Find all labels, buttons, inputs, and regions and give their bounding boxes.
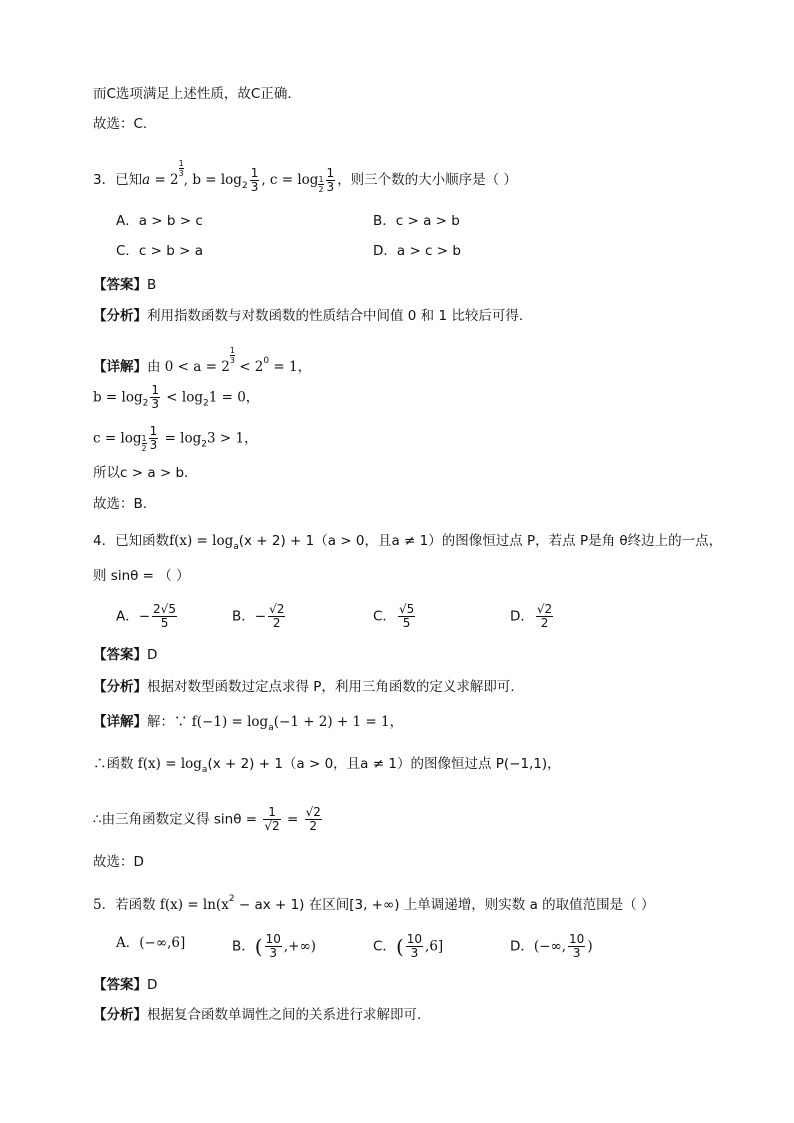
text-line: 所以c > a > b. [93, 465, 189, 481]
option-c: C．( $\frac{10}{3}$ ,6] [373, 932, 444, 960]
detail-line: 【详解】解：∵ $f(-1) = \log_a(-1 + 2) + 1 = 1$， [93, 714, 404, 733]
text-line: 故选：D [93, 854, 144, 870]
analysis-line: 【分析】利用指数函数与对数函数的性质结合中间值 0 和 1 比较后可得. [93, 308, 524, 324]
option-a: A．a > b > c [116, 213, 203, 229]
option-b: B．c > a > b [373, 213, 460, 229]
option-a: A．(−∞,6] [116, 935, 186, 951]
detail-line: c = log $\frac{1}{2}$ $\frac{1}{3}$ = $\log_23 > 1$， [93, 424, 258, 453]
detail-line: 【详解】由 0 < a = 2 $\frac{1}{3}$ < $2^0 = 1$， [93, 346, 312, 375]
question-4-stem-2: 则 sinθ = （ ） [93, 568, 190, 584]
option-d: D． $\frac{√2}{2}$ [510, 602, 553, 630]
answer-line: 【答案】B [93, 277, 157, 293]
option-c: C．c > b > a [116, 243, 203, 259]
detail-line: ∴由三角函数定义得 sinθ = $\frac{1}{√2}$ = $\frac{√2}{2}$ [93, 805, 321, 833]
option-d: D．a > c > b [373, 243, 461, 259]
question-3-stem: 3．已知a = 2 $\frac{1}{3}$ , $b = \log_2$ $\frac{1}{3}$ , c = log $\frac{1}{2}$ $\frac{1}{3}$ ，则三个数的大小顺序是（ ） [93, 159, 517, 194]
option-b: B．− $\frac{√2}{2}$ [232, 602, 285, 630]
text-line: 故选：C. [93, 116, 148, 132]
option-b: B．( $\frac{10}{3}$ ,+∞) [232, 932, 316, 960]
text-line: 而C选项满足上述性质，故C正确. [93, 86, 292, 102]
text-line: 故选：B. [93, 496, 148, 512]
analysis-line: 【分析】根据复合函数单调性之间的关系进行求解即可. [93, 1007, 422, 1023]
option-a: A．− $\frac{2√5}{5}$ [116, 602, 176, 630]
detail-line: ∴函数 $f(x) = \log_a(x + 2) + 1(a > 0$，且a ≠ 1）的图像恒过点 P(−1,1)， [93, 756, 561, 775]
analysis-line: 【分析】根据对数型函数过定点求得 P，利用三角函数的定义求解即可. [93, 679, 515, 695]
answer-line: 【答案】D [93, 977, 158, 993]
question-4-stem: 4．已知函数$f(x) = \log_a(x + 2) + 1(a > 0$，且a ≠ 1）的图像恒过点 P，若点 P是角 θ终边上的一点， [93, 533, 723, 552]
question-5-stem: 5．若函数 $f(x) = \ln(x^2$ − ax + 1) 在区间[3, +∞) 上单调递增，则实数 a 的取值范围是（ ） [93, 894, 655, 913]
detail-line: $b = \log_2$ $\frac{1}{3}$ < $\log_21 = 0$， [93, 383, 260, 411]
option-c: C． $\frac{√5}{5}$ [373, 602, 415, 630]
answer-line: 【答案】D [93, 647, 158, 663]
option-d: D．(−∞, $\frac{10}{3}$ ) [510, 932, 593, 960]
